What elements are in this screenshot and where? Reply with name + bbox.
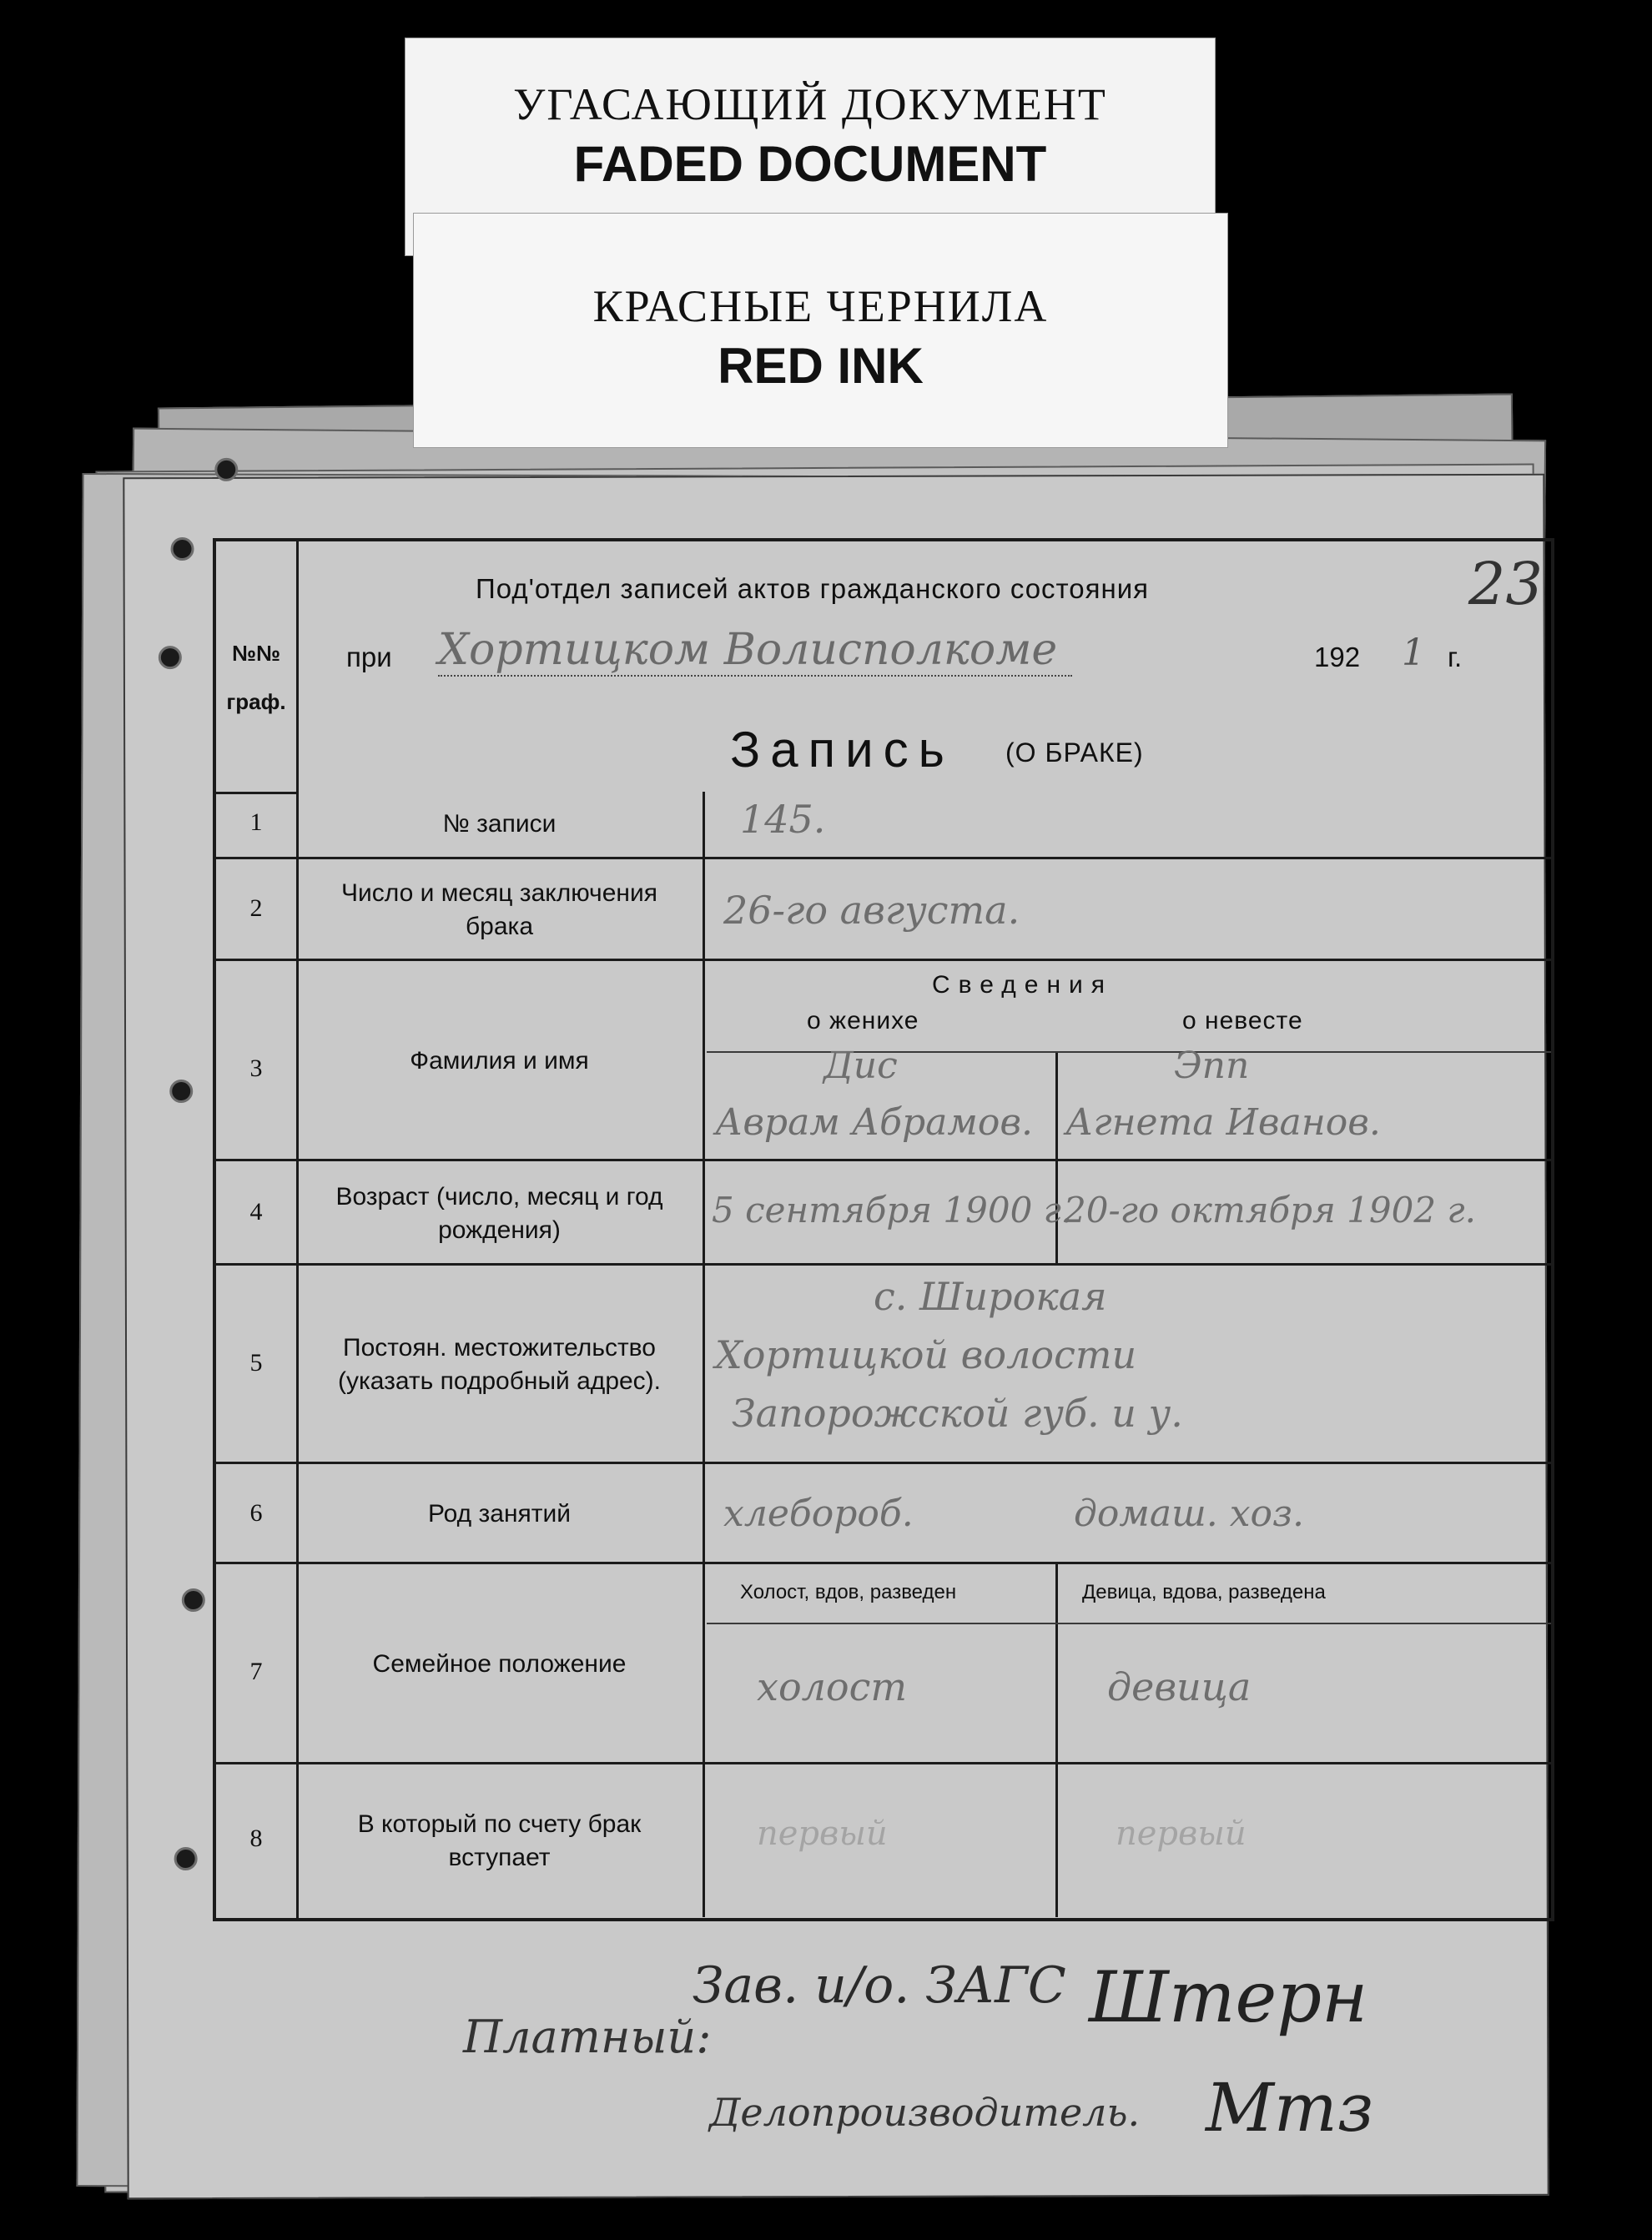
row-number: 7 xyxy=(249,1658,263,1685)
clerk-title-handwritten: Делопроизводитель. xyxy=(709,2090,1141,2135)
row-label: Род занятий xyxy=(296,1464,705,1564)
record-rows xyxy=(216,792,1551,1918)
row-label: Фамилия и имя xyxy=(296,961,705,1161)
registrar-signature: Штерн xyxy=(1089,1956,1368,2038)
red-ink-label xyxy=(413,213,1228,448)
record-number-handwritten: 145. xyxy=(740,797,826,842)
groom-birthdate-handwritten: 5 сентября 1900 г. xyxy=(712,1190,1073,1231)
groom-marriage-count-handwritten: первый xyxy=(757,1815,888,1853)
table-row xyxy=(216,1159,1551,1266)
bride-status-handwritten: девица xyxy=(1107,1664,1252,1709)
groom-occupation-handwritten: хлебороб. xyxy=(723,1492,914,1535)
red-label-ru: КРАСНЫЕ ЧЕРНИЛА xyxy=(592,281,1049,331)
record-subtitle: (О БРАКЕ) xyxy=(1005,737,1144,768)
row-label: Семейное положение xyxy=(296,1564,705,1764)
registrar-title-handwritten: Зав. и/о. ЗАГС xyxy=(693,1956,1066,2015)
record-title: Запись xyxy=(730,722,954,778)
groom-header: о женихе xyxy=(807,1007,919,1034)
section-title: Сведения xyxy=(932,971,1114,999)
groom-status-handwritten: холост xyxy=(757,1664,908,1709)
row-label: Постоян. местожительство (указать подробный адрес). xyxy=(296,1266,705,1464)
office-handwritten: Хортицком Волисполкоме xyxy=(438,625,1072,677)
column-divider xyxy=(1055,1053,1058,1161)
row-value xyxy=(707,859,1551,961)
bride-header: о невесте xyxy=(1182,1007,1303,1034)
bride-surname-handwritten: Эпп xyxy=(1174,1044,1250,1087)
table-row xyxy=(216,1562,1551,1764)
binding-hole xyxy=(214,458,238,481)
payment-note-handwritten: Платный: xyxy=(463,2011,712,2063)
bride-occupation-handwritten: домаш. хоз. xyxy=(1074,1492,1305,1535)
row-label: № записи xyxy=(296,792,705,857)
row-label: В который по счету брак вступает xyxy=(296,1764,705,1917)
binding-hole xyxy=(170,537,194,561)
faded-label-ru: УГАСАЮЩИЙ ДОКУМЕНТ xyxy=(513,79,1107,129)
divider xyxy=(707,1623,1551,1624)
row-value xyxy=(707,1564,1551,1764)
faded-label-en: FADED DOCUMENT xyxy=(573,136,1047,192)
row-number: 6 xyxy=(249,1499,263,1527)
groom-surname-handwritten: Дис xyxy=(823,1044,898,1087)
row-number: 3 xyxy=(249,1055,263,1082)
table-row xyxy=(216,792,1551,857)
bride-name-handwritten: Агнета Иванов. xyxy=(1065,1101,1381,1144)
bride-birthdate-handwritten: 20-го октября 1902 г. xyxy=(1064,1190,1476,1231)
department-title: Под'отдел записей актов гражданского состояния xyxy=(476,573,1150,604)
row-label: Возраст (число, месяц и год рождения) xyxy=(296,1161,705,1266)
row-value xyxy=(707,1464,1551,1564)
table-row xyxy=(216,1462,1551,1564)
red-label-en: RED INK xyxy=(718,338,924,394)
column-number-header: №№ граф. xyxy=(226,641,286,714)
form-header xyxy=(296,541,1551,792)
binding-hole xyxy=(182,1588,205,1612)
residence-line2-handwritten: Хортицкой волости xyxy=(715,1332,1137,1377)
binding-hole xyxy=(174,1847,198,1870)
row-value xyxy=(707,1161,1551,1266)
row-number: 8 xyxy=(249,1825,263,1852)
table-row xyxy=(216,959,1551,1161)
table-row xyxy=(216,1263,1551,1464)
row-value xyxy=(707,1266,1551,1464)
marriage-date-handwritten: 26-го августа. xyxy=(723,888,1020,933)
bride-marriage-count-handwritten: первый xyxy=(1116,1815,1247,1853)
row-number: 4 xyxy=(249,1198,263,1226)
residence-line3-handwritten: Запорожской губ. и у. xyxy=(732,1391,1183,1436)
page-number-handwritten: 23 xyxy=(1468,550,1543,618)
row-number: 5 xyxy=(249,1349,263,1377)
row-value xyxy=(707,792,1551,857)
row-number: 2 xyxy=(249,894,263,922)
row-value xyxy=(707,961,1551,1161)
year-handwritten: 1 xyxy=(1402,632,1425,674)
groom-name-handwritten: Аврам Абрамов. xyxy=(715,1101,1033,1144)
residence-line1-handwritten: с. Широкая xyxy=(874,1274,1107,1319)
binding-hole xyxy=(169,1080,193,1103)
pri-label: при xyxy=(346,642,392,672)
table-row xyxy=(216,857,1551,961)
binding-hole xyxy=(159,646,182,669)
year-printed: 192 xyxy=(1314,642,1361,672)
column-divider xyxy=(1055,1564,1058,1764)
column-divider xyxy=(1055,1764,1058,1917)
table-row xyxy=(216,1762,1551,1917)
bride-status-options: Девица, вдова, разведена xyxy=(1082,1581,1326,1603)
year-suffix: г. xyxy=(1448,642,1463,672)
row-label: Число и месяц заключения брака xyxy=(296,859,705,961)
groom-status-options: Холост, вдов, разведен xyxy=(740,1581,957,1603)
row-number: 1 xyxy=(249,808,263,836)
clerk-signature: Мтз xyxy=(1206,2069,1374,2147)
row-value xyxy=(707,1764,1551,1917)
marriage-record-form xyxy=(213,538,1554,1921)
